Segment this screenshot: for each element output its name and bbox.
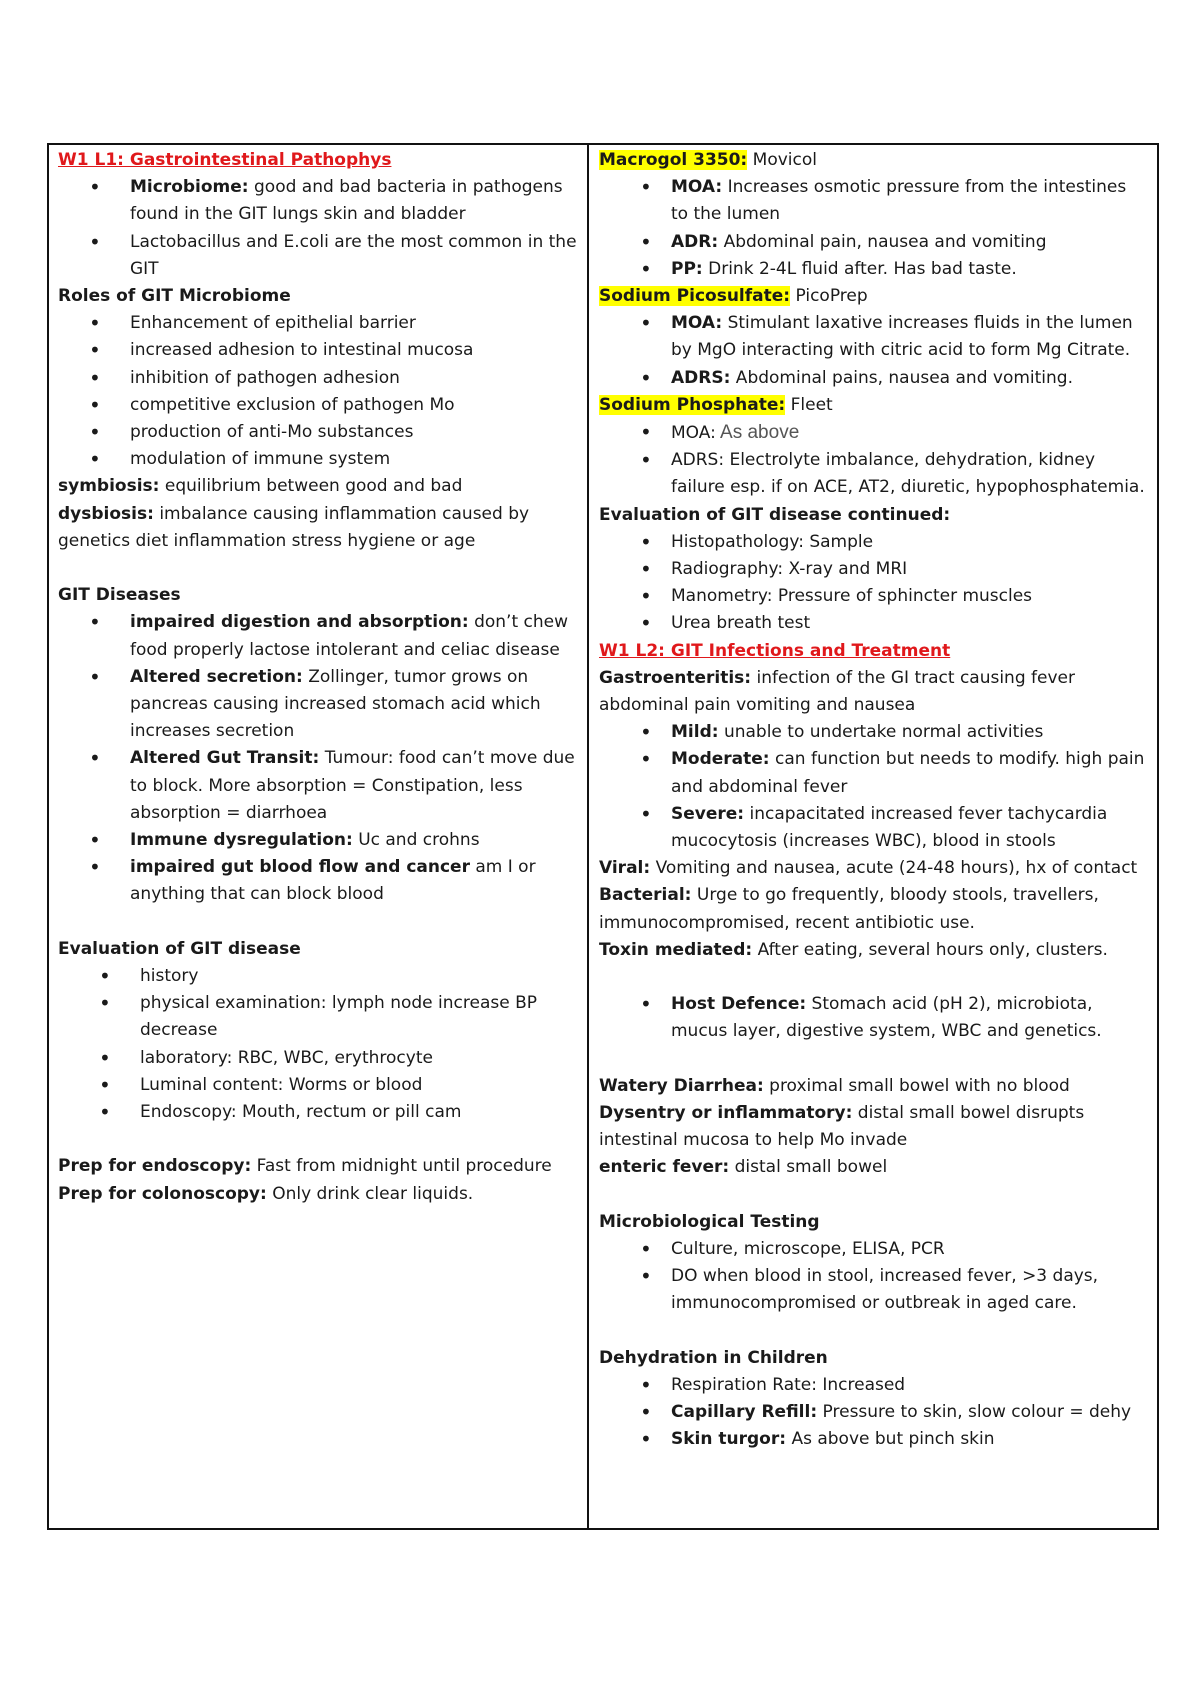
host-defence-list <box>599 991 1147 1045</box>
prep-colonoscopy: Prep for colonoscopy: Only drink clear liquids. <box>58 1183 474 1204</box>
list-item: • MOA: Stimulant laxative increases fluids in the lumen by MgO interacting with citric acid to form Mg Citrate. <box>599 310 1147 364</box>
list-item: • increased adhesion to intestinal mucosa <box>58 337 577 364</box>
list-item: • Immune dysregulation: Uc and crohns <box>58 827 577 854</box>
list-item: • MOA: Increases osmotic pressure from the intestines to the lumen <box>599 174 1147 228</box>
gastroenteritis-def: Gastroenteritis: infection of the GI tract causing fever abdominal pain vomiting and nausea <box>599 667 1075 716</box>
list-item: • DO when blood in stool, increased fever, >3 days, immunocompromised or outbreak in aged care. <box>599 1263 1147 1317</box>
list-item: • Moderate: can function but needs to modify. high pain and abdominal fever <box>599 746 1147 800</box>
bacterial-def: Bacterial: Urge to go frequently, bloody stools, travellers, immunocompromised, recent antibiotic use. <box>599 885 1099 933</box>
list-item: • impaired digestion and absorption: don’t chew food properly lactose intolerant and celiac disease <box>58 609 577 663</box>
section-heading-evaluation: Evaluation of GIT disease <box>58 938 301 959</box>
section-heading-dehydration: Dehydration in Children <box>599 1347 828 1368</box>
drug-macrogol: Macrogol 3350: Movicol <box>599 150 817 170</box>
evaluation-list <box>58 963 577 1126</box>
list-item: • Severe: incapacitated increased fever tachycardia mucocytosis (increases WBC), blood in stools <box>599 801 1147 855</box>
list-item: • ADRS: Electrolyte imbalance, dehydration, kidney failure esp. if on ACE, AT2, diuretic, hypophosphatemia. <box>599 447 1147 501</box>
list-item: • Capillary Refill: Pressure to skin, slow colour = dehy <box>599 1399 1147 1426</box>
list-item: • PP: Drink 2-4L fluid after. Has bad taste. <box>599 256 1147 283</box>
list-item: • Respiration Rate: Increased <box>599 1372 1147 1399</box>
list-item: • competitive exclusion of pathogen Mo <box>58 392 577 419</box>
dysentery-def: Dysentry or inflammatory: distal small bowel disrupts intestinal mucosa to help Mo invade <box>599 1103 1085 1151</box>
drug-phosphate: Sodium Phosphate: Fleet <box>599 394 833 415</box>
right-column <box>589 145 1157 1528</box>
list-item: • modulation of immune system <box>58 446 577 473</box>
section-heading-diseases: GIT Diseases <box>58 585 181 606</box>
list-item: • laboratory: RBC, WBC, erythrocyte <box>58 1045 577 1072</box>
section-heading-roles: Roles of GIT Microbiome <box>58 286 291 307</box>
list-item: • history <box>58 963 577 990</box>
dehydration-list <box>599 1372 1147 1454</box>
list-item: • Lactobacillus and E.coli are the most common in the GIT <box>58 229 577 283</box>
list-item: • inhibition of pathogen adhesion <box>58 365 577 392</box>
list-item: • Manometry: Pressure of sphincter muscles <box>599 583 1147 610</box>
toxin-def: Toxin mediated: After eating, several hours only, clusters. <box>599 939 1108 960</box>
microbiome-list <box>58 174 577 283</box>
list-item: • impaired gut blood flow and cancer am I or anything that can block blood <box>58 854 577 908</box>
severity-list <box>599 719 1147 855</box>
evaluation-continued-list <box>599 529 1147 638</box>
diseases-list <box>58 609 577 908</box>
micro-testing-list <box>599 1236 1147 1318</box>
list-item: • ADRS: Abdominal pains, nausea and vomiting. <box>599 365 1147 392</box>
lecture-title-l2: W1 L2: GIT Infections and Treatment <box>599 640 951 661</box>
list-item: • Luminal content: Worms or blood <box>58 1072 577 1099</box>
section-heading-evaluation-continued: Evaluation of GIT disease continued: <box>599 504 951 525</box>
dysbiosis-def: dysbiosis: imbalance causing inflammation caused by genetics diet inflammation stress hygiene or age <box>58 503 530 551</box>
viral-def: Viral: Vomiting and nausea, acute (24-48 hours), hx of contact <box>599 858 1138 879</box>
left-column <box>49 145 589 1528</box>
notes-table <box>47 143 1159 1530</box>
lecture-title-l1: W1 L1: Gastrointestinal Pathophys <box>58 150 392 170</box>
list-item: • Altered secretion: Zollinger, tumor grows on pancreas causing increased stomach acid which increases secretion <box>58 664 577 746</box>
picosulfate-list <box>599 310 1147 392</box>
list-item: • Radiography: X-ray and MRI <box>599 556 1147 583</box>
list-item: • physical examination: lymph node increase BP decrease <box>58 990 577 1044</box>
macrogol-list <box>599 174 1147 283</box>
roles-list <box>58 310 577 473</box>
list-item: • Urea breath test <box>599 610 1147 637</box>
list-item: • Enhancement of epithelial barrier <box>58 310 577 337</box>
symbiosis-def: symbiosis: equilibrium between good and bad <box>58 476 463 497</box>
list-item: • MOA: As above <box>599 419 1147 447</box>
list-item: • Endoscopy: Mouth, rectum or pill cam <box>58 1099 577 1126</box>
list-item: • Host Defence: Stomach acid (pH 2), microbiota, mucus layer, digestive system, WBC and genetics. <box>599 991 1147 1045</box>
list-item: • ADR: Abdominal pain, nausea and vomiting <box>599 229 1147 256</box>
watery-diarrhea-def: Watery Diarrhea: proximal small bowel with no blood <box>599 1075 1070 1096</box>
phosphate-list <box>599 419 1147 502</box>
list-item: • Histopathology: Sample <box>599 529 1147 556</box>
enteric-fever-def: enteric fever: distal small bowel <box>599 1157 888 1178</box>
list-item: • Culture, microscope, ELISA, PCR <box>599 1236 1147 1263</box>
prep-endoscopy: Prep for endoscopy: Fast from midnight until procedure <box>58 1156 552 1177</box>
list-item: • production of anti-Mo substances <box>58 419 577 446</box>
list-item: • Microbiome: good and bad bacteria in pathogens found in the GIT lungs skin and bladder <box>58 174 577 228</box>
list-item: • Mild: unable to undertake normal activities <box>599 719 1147 746</box>
drug-picosulfate: Sodium Picosulfate: PicoPrep <box>599 286 868 307</box>
section-heading-micro-testing: Microbiological Testing <box>599 1211 820 1232</box>
list-item: • Altered Gut Transit: Tumour: food can’t move due to block. More absorption = Constipation, less absorption = diarrhoea <box>58 745 577 827</box>
list-item: • Skin turgor: As above but pinch skin <box>599 1426 1147 1453</box>
